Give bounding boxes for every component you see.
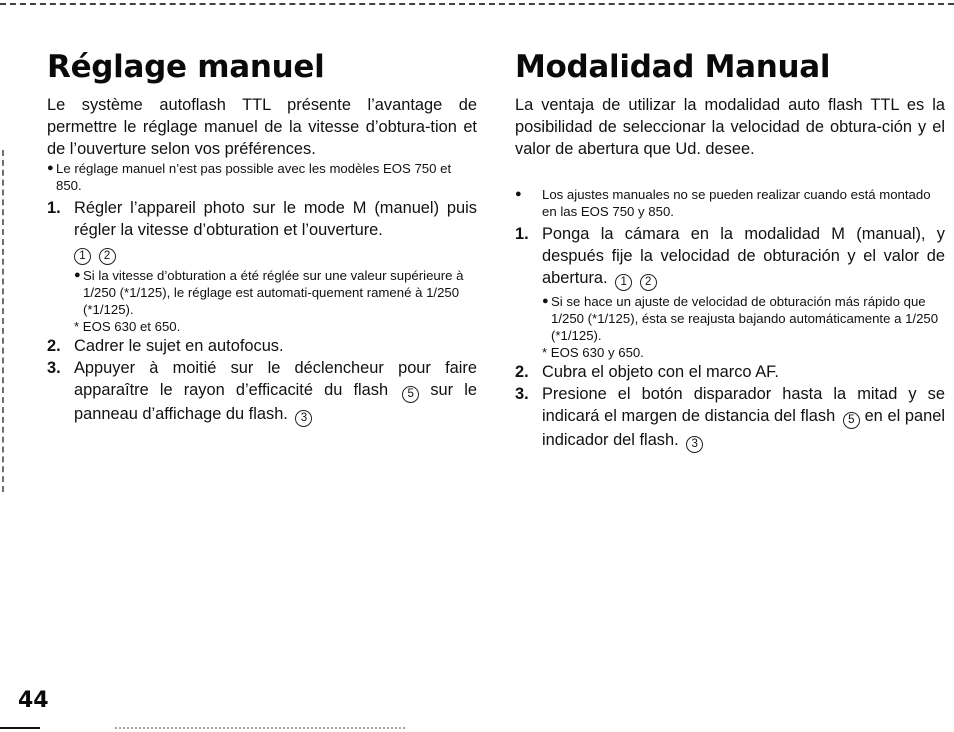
step-text: en el panel indicador del flash. bbox=[542, 407, 946, 449]
french-note bbox=[47, 160, 477, 194]
french-note-text: Le réglage manuel n’est pas possible avec les modèles EOS 750 et 850. bbox=[56, 161, 452, 193]
step-number: 2. bbox=[47, 337, 61, 355]
page-rule bbox=[0, 727, 40, 729]
circled-number-icon: 1 bbox=[615, 274, 632, 291]
spanish-note-text: Los ajustes manuales no se pueden realizar cuando está montado en las EOS 750 y 850. bbox=[542, 187, 931, 219]
step-text: sur le panneau d’affichage du flash. bbox=[74, 381, 477, 423]
step-number: 3. bbox=[515, 385, 529, 403]
circled-number-icon: 5 bbox=[843, 412, 860, 429]
french-step-2 bbox=[47, 335, 477, 357]
circled-number-icon: 2 bbox=[99, 248, 116, 265]
circled-number-icon: 2 bbox=[640, 274, 657, 291]
circled-number-icon: 3 bbox=[686, 436, 703, 453]
bullet-icon: ● bbox=[47, 162, 54, 174]
spanish-step-1 bbox=[515, 223, 945, 361]
spanish-intro: La ventaja de utilizar la modalidad auto flash TTL es la posibilidad de seleccionar la velocidad de obtura-ción y el valor de abertura que Ud. desee. bbox=[515, 96, 945, 158]
step-number: 3. bbox=[47, 359, 61, 377]
french-step-3 bbox=[47, 357, 477, 427]
spanish-step-2 bbox=[515, 361, 945, 383]
spanish-step-3 bbox=[515, 383, 945, 453]
spanish-step-1-text bbox=[542, 223, 945, 291]
step-text: Régler l’appareil photo sur le mode M (manuel) puis régler la vitesse d’obturation et l’ouverture. bbox=[74, 199, 477, 239]
spanish-step-3-text bbox=[542, 383, 945, 453]
sub-note-text: Si la vitesse d’obturation a été réglée sur une valeur supérieure à 1/250 (*1/125), le réglage est automati-quement ramené à 1/250 (*1/125). bbox=[83, 268, 464, 317]
french-step-1-subnote bbox=[74, 267, 477, 318]
spanish-steps bbox=[515, 223, 945, 453]
french-title: Réglage manuel bbox=[47, 49, 325, 85]
french-intro: Le système autoflash TTL présente l’avantage de permettre le réglage manuel de la vitesse d’obtura-tion et de l’ouverture selon vos préférences. bbox=[47, 96, 477, 158]
scan-border-bottom bbox=[115, 727, 405, 729]
spanish-step-2-text: Cubra el objeto con el marco AF. bbox=[542, 363, 779, 381]
bullet-icon: ● bbox=[542, 295, 549, 307]
spanish-title: Modalidad Manual bbox=[515, 49, 831, 85]
spanish-step-1-subnote bbox=[542, 293, 945, 344]
spanish-note bbox=[515, 186, 945, 220]
french-step-3-text bbox=[74, 357, 477, 427]
sub-note-text: Si se hace un ajuste de velocidad de obturación más rápido que 1/250 (*1/125), ésta se reajusta bajando automáticamente a 1/250 (*1/125). bbox=[551, 294, 939, 343]
circled-number-icon: 1 bbox=[74, 248, 91, 265]
step-text: Presione el botón disparador hasta la mitad y se indicará el margen de distancia del flash bbox=[542, 385, 945, 425]
spanish-column bbox=[515, 48, 945, 453]
spanish-footnote: * EOS 630 y 650. bbox=[542, 345, 644, 360]
page-number: 44 bbox=[18, 688, 49, 713]
circled-number-icon: 5 bbox=[402, 386, 419, 403]
french-steps bbox=[47, 197, 477, 427]
bullet-icon: ● bbox=[515, 188, 522, 200]
step-text: Ponga la cámara en la modalidad M (manual), y después fije la velocidad de obturación y el valor de abertura. bbox=[542, 225, 945, 287]
scan-border-left bbox=[2, 150, 4, 492]
step-number: 1. bbox=[515, 225, 529, 243]
circled-number-icon: 3 bbox=[295, 410, 312, 427]
french-footnote: * EOS 630 et 650. bbox=[74, 319, 181, 334]
french-step-1 bbox=[47, 197, 477, 335]
scan-border-top bbox=[0, 3, 954, 5]
bullet-icon: ● bbox=[74, 269, 81, 281]
step-text: Appuyer à moitié sur le déclencheur pour faire apparaître le rayon d’efficacité du flash bbox=[74, 359, 477, 399]
step-number: 1. bbox=[47, 199, 61, 217]
step-number: 2. bbox=[515, 363, 529, 381]
french-step-1-text bbox=[74, 197, 477, 265]
french-column bbox=[47, 48, 477, 427]
french-step-2-text: Cadrer le sujet en autofocus. bbox=[74, 337, 284, 355]
